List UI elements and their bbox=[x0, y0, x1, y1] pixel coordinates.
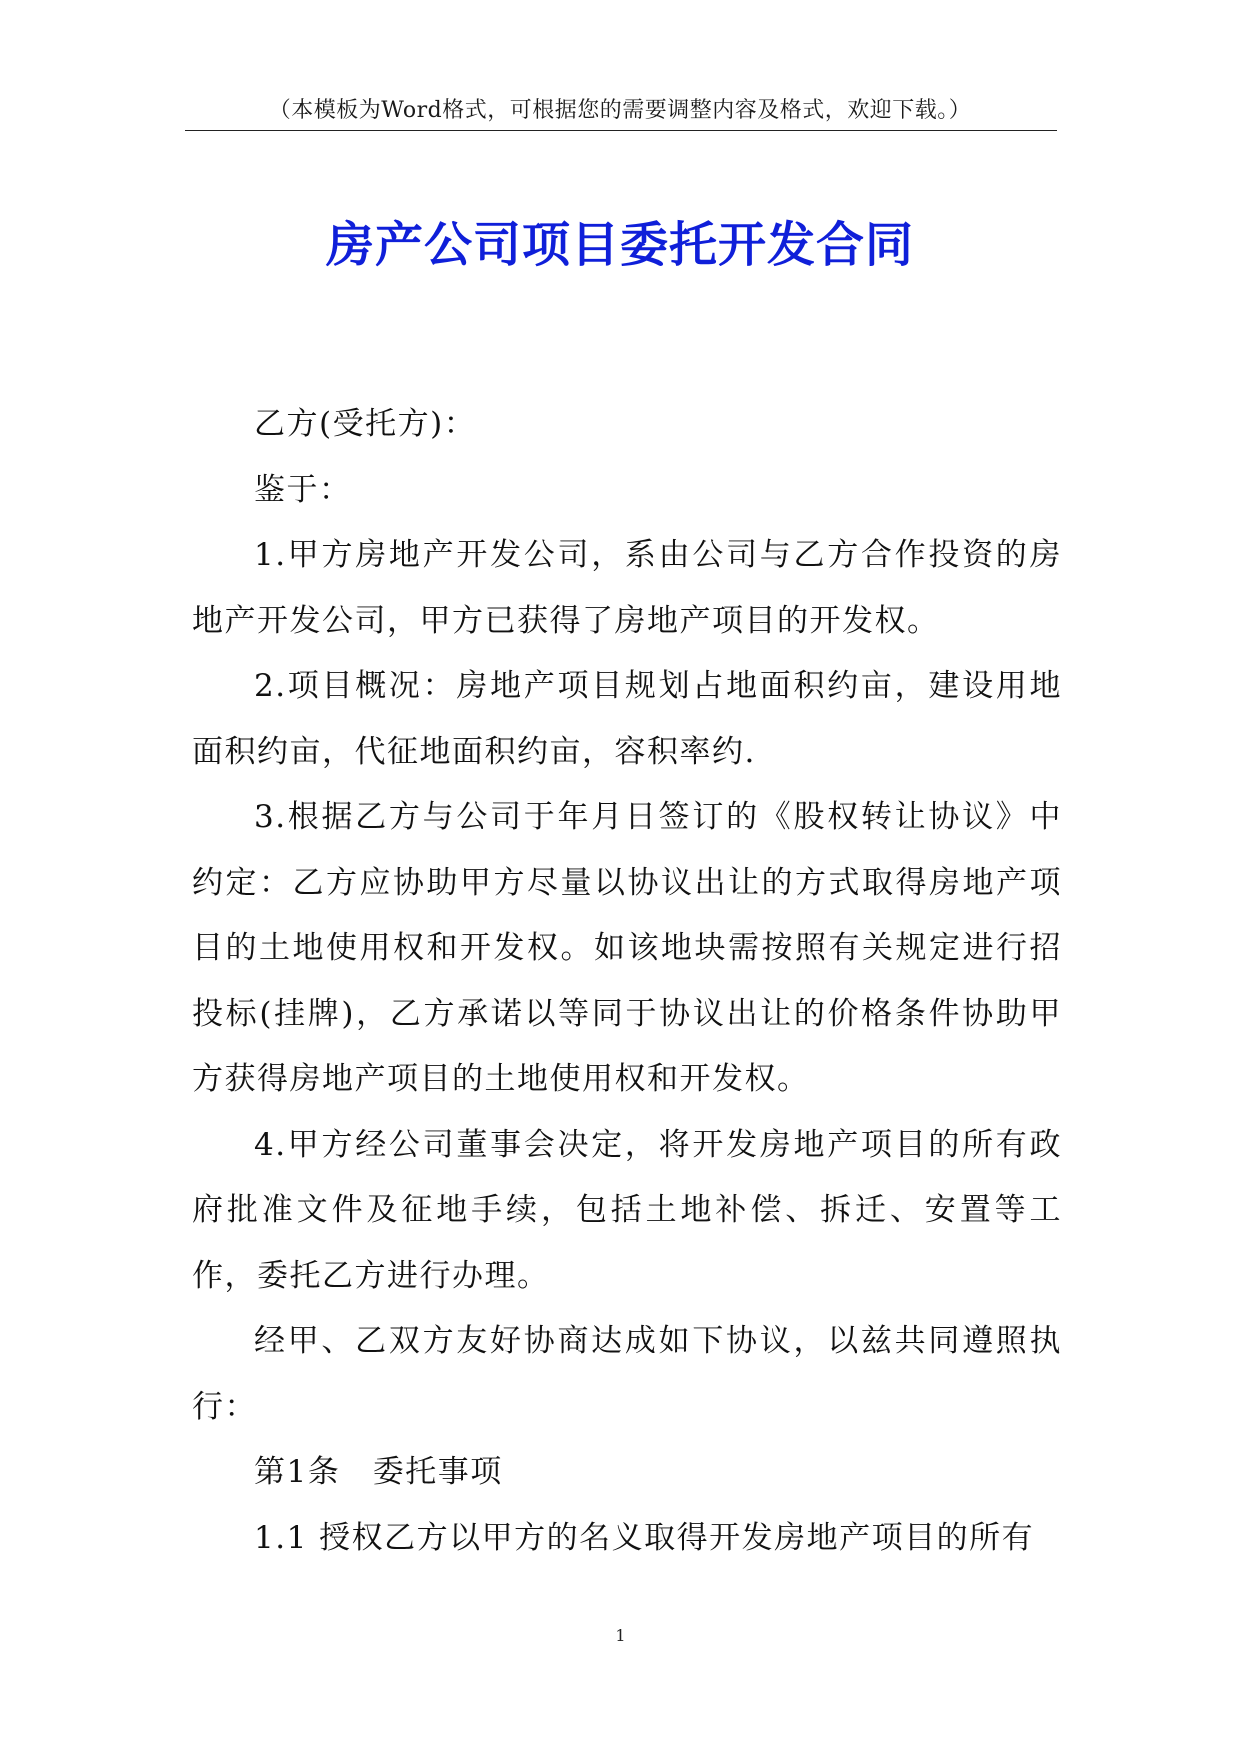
header-note: （本模板为Word格式，可根据您的需要调整内容及格式，欢迎下载。） bbox=[268, 98, 972, 123]
paragraph-recital-4: 4.甲方经公司董事会决定，将开发房地产项目的所有政府批准文件及征地手续，包括土地补偿、拆迁、安置等工作，委托乙方进行办理。 bbox=[192, 1126, 1062, 1294]
paragraph-agreement-intro: 经甲、乙双方友好协商达成如下协议，以兹共同遵照执行： bbox=[192, 1323, 1062, 1425]
paragraph-party-b: 乙方(受托方)： bbox=[254, 406, 477, 442]
header-divider bbox=[185, 130, 1057, 131]
paragraph-recital-1: 1.甲方房地产开发公司，系由公司与乙方合作投资的房地产开发公司，甲方已获得了房地产项目的开发权。 bbox=[192, 537, 1062, 639]
paragraph-recital-2: 2.项目概况：房地产项目规划占地面积约亩，建设用地面积约亩，代征地面积约亩，容积率约. bbox=[192, 668, 1062, 770]
paragraph-recital-3: 3.根据乙方与公司于年月日签订的《股权转让协议》中约定：乙方应协助甲方尽量以协议出让的方式取得房地产项目的土地使用权和开发权。如该地块需按照有关规定进行招投标(挂牌)，乙方承诺以等同于协议出让的价格条件协助甲方获得房地产项目的土地使用权和开发权。 bbox=[192, 799, 1062, 1097]
page-number: 1 bbox=[615, 1626, 626, 1645]
document-body bbox=[192, 392, 1062, 1571]
paragraph-whereas: 鉴于： bbox=[254, 471, 352, 508]
article-1-heading: 第1条 委托事项 bbox=[254, 1454, 503, 1490]
document-title: 房产公司项目委托开发合同 bbox=[325, 217, 914, 273]
clause-1-1: 1.1 授权乙方以甲方的名义取得开发房地产项目的所有 bbox=[254, 1519, 1035, 1556]
